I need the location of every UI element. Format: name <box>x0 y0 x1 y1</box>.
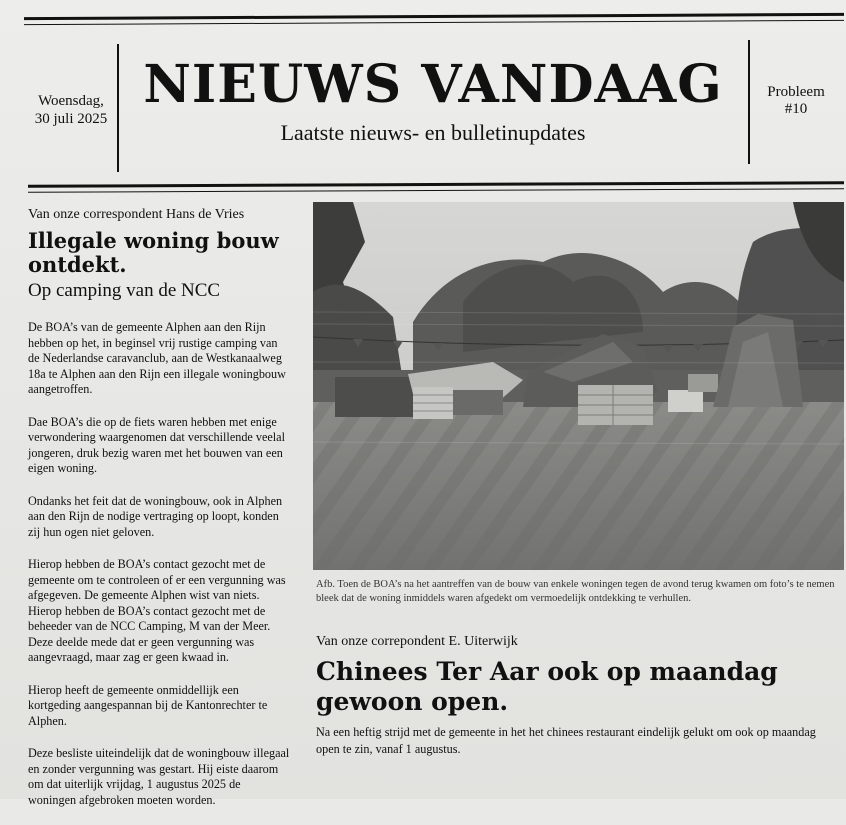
article2-lead: Na een heftig strijd met de gemeente in het het chinees restaurant eindelijk gelukt om ook op maandag open te zin, vanaf 1 augustus. <box>316 725 816 756</box>
article1-headline: Illegale woning bouw ontdekt. <box>28 228 279 277</box>
masthead-divider-right <box>748 40 750 164</box>
article1-paragraph: De BOA’s van de gemeente Alphen aan den Rijn hebben op het, in beginsel vrij rustige camping van de Nederlandse caravanclub, aan de Westkanaalweg 18a te Alphen aan den Rijn een illegale woningbouw aangetroffen. <box>28 320 286 396</box>
article2-headline: Chinees Ter Aar ook op maandag gewoon open. <box>316 657 778 716</box>
issue-date <box>30 92 112 128</box>
article1-paragraph: Ondanks het feit dat de woningbouw, ook in Alphen aan den Rijn de nodige vertraging op loopt, konden zij hun ogen niet geloven. <box>28 493 283 539</box>
photo-caption: Afb. Toen de BOA’s na het aantreffen van de bouw van enkele woningen tegen de avond terug kwamen om foto’s te nemen bleek dat de woning inmiddels waren afgedekt om vermoedelijk ontdekking te verhullen. <box>316 579 835 604</box>
issue-label: Probleem <box>767 84 825 100</box>
masthead-bottom-rule-thin <box>28 188 844 193</box>
issue-date-line1: Woensdag, <box>38 93 104 109</box>
newspaper-title: NIEUWS VANDAAG <box>143 54 723 115</box>
issue-date-line2: 30 juli 2025 <box>34 111 108 127</box>
top-rule-thin <box>24 20 844 25</box>
article1-paragraph: Hierop hebben de BOA’s contact gezocht met de gemeente om te controleen of er een vergunning was afgegeven. De gemeente Alphen wist van niets. Hierop hebben de BOA’s contact gezocht met de beheeder van de NCC Camping, M van der Meer. Deze deelde mede dat er geen vergunning was aangevraagd, maar zag er geen kwaad in. <box>28 557 286 664</box>
article1-subheadline: Op camping van de NCC <box>28 280 221 301</box>
camping-photo <box>313 202 844 570</box>
article1-body <box>28 320 290 825</box>
newspaper-subtitle: Laatste nieuws- en bulletinupdates <box>280 120 586 145</box>
article1-byline: Van onze correspondent Hans de Vries <box>28 207 245 222</box>
article1-paragraph: Hierop heeft de gemeente onmiddellijk een kortgeding aangespannan bij de Kantonrechter te Alphen. <box>28 682 268 728</box>
issue-value: #10 <box>784 101 808 117</box>
article2-byline: Van onze correpondent E. Uiterwijk <box>316 634 518 649</box>
issue-number <box>758 84 834 118</box>
top-rule <box>24 13 844 20</box>
masthead-bottom-rule <box>28 181 844 188</box>
article1-paragraph: Deze besliste uiteindelijk dat de woningbouw illegaal en zonder vergunning was gestart. Hij eiste daarom om dat uiterlijk vrijdag, 1 augustus 2025 de woningen afgebroken moeten worden. <box>28 746 290 807</box>
article1-paragraph: Dae BOA’s die op de fiets waren hebben met enige verwondering waargenomen dat verschillende veelal jongeren, druk bezig waren met het bouwen van een eigen woning. <box>28 414 285 475</box>
camping-photo-image <box>313 202 844 570</box>
